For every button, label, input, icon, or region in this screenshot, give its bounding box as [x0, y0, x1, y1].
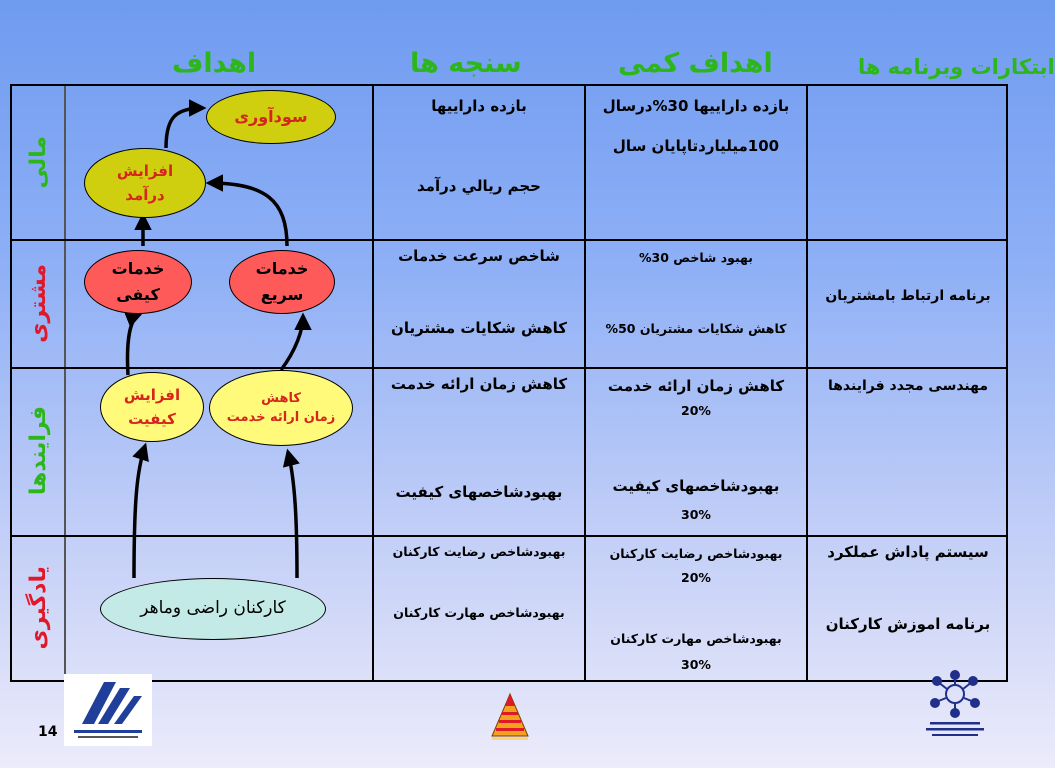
arrow-revenue-to-profit [166, 108, 203, 148]
target-customer-1: بهبود شاخص 30% [639, 250, 753, 265]
initiative-learning-2: برنامه اموزش کارکنان [825, 615, 991, 633]
node-label: زمان ارائه خدمت [226, 410, 336, 425]
row-label-text: یادگیری [25, 566, 51, 650]
node-label: خدمات سریع [255, 259, 309, 304]
target-process-2a: بهبودشاخصهای کیفیت [612, 477, 780, 495]
arrow-quality-up-to-quality-service [128, 314, 141, 375]
header-goals: اهداف [172, 48, 257, 79]
target-customer-2: کاهش شکایات مشتریان 50% [605, 321, 787, 336]
node-label: کارکنان راضی وماهر [140, 598, 286, 619]
measure-process-1: کاهش زمان ارائه خدمت [390, 375, 568, 393]
molecule-network-logo [922, 670, 988, 740]
node-label: افزایش درآمد [116, 162, 174, 204]
molecule-icon [922, 670, 988, 740]
target-process-1b: 20% [681, 403, 711, 418]
pyramid-icon [489, 692, 531, 742]
target-process-2b: 30% [681, 507, 711, 522]
target-learning-2a: بهبودشاخص مهارت کارکنان [610, 631, 782, 646]
node-profit [206, 90, 336, 144]
pyramid-logo [489, 692, 531, 742]
node-time-reduction [209, 370, 353, 446]
target-learning-2b: 30% [681, 657, 711, 672]
row-label-text: مشتری [25, 263, 51, 343]
header-initiatives: ابتکارات وبرنامه ها [858, 55, 1055, 79]
arrow-staff-to-quality [134, 446, 145, 578]
node-staff [100, 578, 326, 640]
node-label: سودآوری [234, 107, 308, 127]
node-quality-service [84, 250, 192, 314]
target-process-1a: کاهش زمان ارائه خدمت [607, 377, 785, 395]
header-targets: اهداف کمی [618, 48, 773, 79]
measure-learning-2: بهبودشاخص مهارت کارکنان [393, 605, 565, 620]
measure-customer-2: کاهش شکایات مشتریان [391, 319, 567, 337]
measure-learning-1: بهبودشاخص رضایت کارکنان [392, 544, 566, 559]
initiative-process: مهندسی مجدد فرایندها [827, 378, 989, 394]
arrow-time-to-fast [281, 316, 303, 370]
iran-post-logo-icon [64, 674, 152, 746]
node-fast-service [229, 250, 335, 314]
iran-post-logo [64, 674, 152, 746]
target-learning-1b: 20% [681, 570, 711, 585]
page-number: 14 [38, 724, 58, 740]
row-label-text: مالی [25, 136, 51, 189]
header-measures: سنجه ها [410, 48, 522, 79]
target-financial-1: بازده داراییها 30%درسال [602, 97, 790, 115]
measure-financial-2: حجم ريالي درآمد [417, 177, 541, 195]
node-revenue [84, 148, 206, 218]
node-label: افزایش کیفیت [123, 386, 181, 428]
measure-financial-1: بازده داراییها [431, 97, 527, 115]
node-label: کاهش [261, 390, 301, 406]
target-learning-1a: بهبودشاخص رضایت کارکنان [609, 546, 783, 561]
measure-customer-1: شاخص سرعت خدمات [398, 247, 560, 265]
initiative-learning-1: سیستم پاداش عملکرد [827, 543, 989, 561]
target-financial-2: 100میلیاردتاپایان سال [612, 137, 780, 155]
arrow-fast-to-revenue [209, 183, 287, 246]
measure-process-2: بهبودشاخصهای کیفیت [395, 483, 563, 501]
node-label: خدمات کیفی [111, 259, 165, 304]
row-label-text: فرایندها [25, 406, 51, 496]
initiative-customer: برنامه ارتباط بامشتریان [825, 288, 991, 304]
node-quality-up [100, 372, 204, 442]
arrow-staff-to-time [288, 452, 297, 578]
